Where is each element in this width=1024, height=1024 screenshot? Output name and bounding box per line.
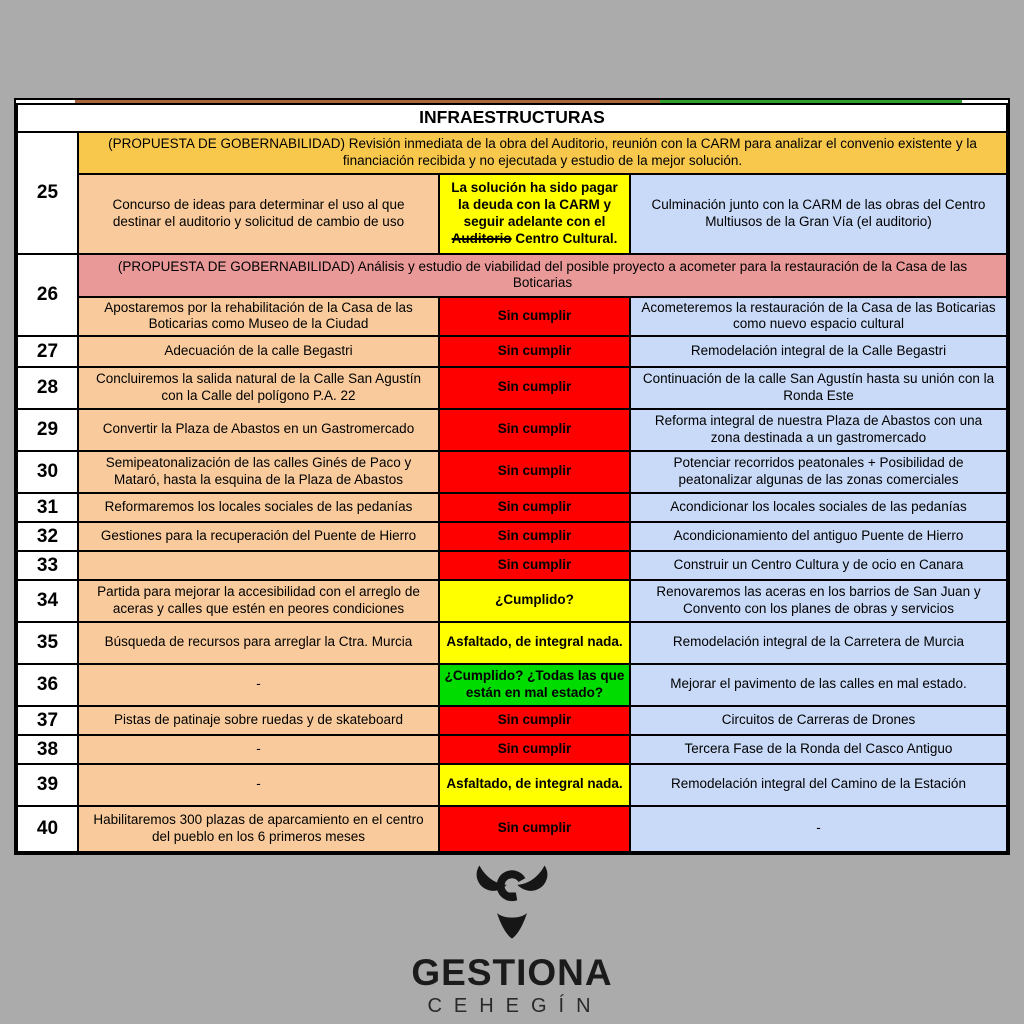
table-row (17, 254, 1007, 297)
infrastructure-table (14, 98, 1010, 855)
proposal-cell: Gestiones para la recuperación del Puente de Hierro (78, 522, 439, 551)
row-number: 36 (17, 664, 78, 706)
table-row (17, 522, 1007, 551)
table-row (17, 764, 1007, 806)
row-number: 40 (17, 806, 78, 852)
status-text: La solución ha sido pagar la deuda con la CARM y seguir adelante con el (451, 180, 618, 229)
table-header-row (17, 104, 1007, 132)
status-cell: Sin cumplir (439, 367, 630, 409)
proposal-cell: Partida para mejorar la accesibilidad con el arreglo de aceras y calles que estén en peores condiciones (78, 580, 439, 622)
table-row (17, 622, 1007, 664)
status-cell: Sin cumplir (439, 493, 630, 522)
result-cell: Circuitos de Carreras de Drones (630, 706, 1007, 735)
table-row (17, 336, 1007, 367)
row-number: 38 (17, 735, 78, 764)
result-cell: Tercera Fase de la Ronda del Casco Antiguo (630, 735, 1007, 764)
banner-cell: (PROPUESTA DE GOBERNABILIDAD) Revisión inmediata de la obra del Auditorio, reunión con la CARM para analizar el convenio existente y la financiación recibida y no ejecutada y estudio de la mejor solución. (78, 132, 1007, 174)
proposal-cell: Apostaremos por la rehabilitación de la Casa de las Boticarias como Museo de la Ciudad (78, 297, 439, 336)
row-number: 31 (17, 493, 78, 522)
proposal-cell: Convertir la Plaza de Abastos en un Gastromercado (78, 409, 439, 451)
table-row (17, 132, 1007, 174)
table-body (17, 132, 1007, 852)
result-cell: Remodelación integral de la Carretera de Murcia (630, 622, 1007, 664)
status-text: Centro Cultural. (511, 230, 618, 246)
sliver-segment-white (16, 100, 75, 103)
result-cell: Acondicionamiento del antiguo Puente de Hierro (630, 522, 1007, 551)
table-row (17, 297, 1007, 336)
table-title: INFRAESTRUCTURAS (17, 104, 1007, 132)
table-row (17, 409, 1007, 451)
row-number: 39 (17, 764, 78, 806)
logo-subtitle: CEHEGÍN (427, 995, 603, 1017)
table-row (17, 735, 1007, 764)
sliver-segment-tan (75, 100, 660, 103)
row-number: 33 (17, 551, 78, 580)
result-cell: Acometeremos la restauración de la Casa de las Boticarias como nuevo espacio cultural (630, 297, 1007, 336)
result-cell: Culminación junto con la CARM de las obras del Centro Multiusos de la Gran Vía (el auditorio) (630, 174, 1007, 254)
row-number: 25 (17, 132, 78, 254)
status-cell: Sin cumplir (439, 451, 630, 493)
row-number: 27 (17, 336, 78, 367)
result-cell: Mejorar el pavimento de las calles en mal estado. (630, 664, 1007, 706)
proposal-cell: Búsqueda de recursos para arreglar la Ctra. Murcia (78, 622, 439, 664)
proposal-cell: Habilitaremos 300 plazas de aparcamiento en el centro del pueblo en los 6 primeros meses (78, 806, 439, 852)
table-row (17, 580, 1007, 622)
status-cell: Sin cumplir (439, 409, 630, 451)
result-cell: Acondicionar los locales sociales de las pedanías (630, 493, 1007, 522)
row-number: 37 (17, 706, 78, 735)
status-cell (439, 174, 630, 254)
proposal-cell: - (78, 764, 439, 806)
proposal-cell: - (78, 735, 439, 764)
status-cell: Sin cumplir (439, 522, 630, 551)
proposal-cell: Concluiremos la salida natural de la Calle San Agustín con la Calle del polígono P.A. 22 (78, 367, 439, 409)
status-struck-text: Auditorio (451, 230, 512, 246)
table-row (17, 706, 1007, 735)
status-cell: Sin cumplir (439, 706, 630, 735)
result-cell: Potenciar recorridos peatonales + Posibilidad de peatonalizar algunas de las zonas comerciales (630, 451, 1007, 493)
status-cell: Sin cumplir (439, 336, 630, 367)
status-cell: Sin cumplir (439, 735, 630, 764)
proposal-cell: - (78, 664, 439, 706)
table-row (17, 493, 1007, 522)
row-number: 28 (17, 367, 78, 409)
table-row (17, 664, 1007, 706)
status-cell: Sin cumplir (439, 806, 630, 852)
gestiona-cehegin-logo (0, 862, 1024, 1018)
table-row (17, 451, 1007, 493)
row-number: 35 (17, 622, 78, 664)
row-number: 34 (17, 580, 78, 622)
proposal-cell: Reformaremos los locales sociales de las pedanías (78, 493, 439, 522)
result-cell: Remodelación integral del Camino de la Estación (630, 764, 1007, 806)
bull-head-g-icon (468, 862, 556, 950)
status-cell: ¿Cumplido? ¿Todas las que están en mal estado? (439, 664, 630, 706)
sliver-segment-green (660, 100, 962, 103)
table-row (17, 367, 1007, 409)
result-cell: Construir un Centro Cultura y de ocio en Canara (630, 551, 1007, 580)
status-cell: Sin cumplir (439, 551, 630, 580)
row-number: 30 (17, 451, 78, 493)
banner-cell: (PROPUESTA DE GOBERNABILIDAD) Análisis y estudio de viabilidad del posible proyecto a acometer para la restauración de la Casa de las Boticarias (78, 254, 1007, 297)
status-cell: Asfaltado, de integral nada. (439, 764, 630, 806)
table-row (17, 174, 1007, 254)
table-row (17, 806, 1007, 852)
result-cell: Reforma integral de nuestra Plaza de Abastos con una zona destinada a un gastromercado (630, 409, 1007, 451)
table-row (17, 551, 1007, 580)
result-cell: Renovaremos las aceras en los barrios de San Juan y Convento con los planes de obras y servicios (630, 580, 1007, 622)
row-number: 29 (17, 409, 78, 451)
row-number: 26 (17, 254, 78, 336)
result-cell: - (630, 806, 1007, 852)
sliver-segment-white-right (962, 100, 1008, 103)
proposal-cell: Concurso de ideas para determinar el uso al que destinar el auditorio y solicitud de cambio de uso (78, 174, 439, 254)
table (16, 103, 1008, 853)
status-cell: Sin cumplir (439, 297, 630, 336)
result-cell: Continuación de la calle San Agustín hasta su unión con la Ronda Este (630, 367, 1007, 409)
proposal-cell: Adecuación de la calle Begastri (78, 336, 439, 367)
proposal-cell: Semipeatonalización de las calles Ginés de Paco y Mataró, hasta la esquina de la Plaza de Abastos (78, 451, 439, 493)
logo-title: GESTIONA (411, 952, 613, 993)
status-cell: ¿Cumplido? (439, 580, 630, 622)
previous-row-sliver (16, 100, 1008, 103)
proposal-cell: Pistas de patinaje sobre ruedas y de skateboard (78, 706, 439, 735)
proposal-cell (78, 551, 439, 580)
status-cell: Asfaltado, de integral nada. (439, 622, 630, 664)
row-number: 32 (17, 522, 78, 551)
result-cell: Remodelación integral de la Calle Begastri (630, 336, 1007, 367)
